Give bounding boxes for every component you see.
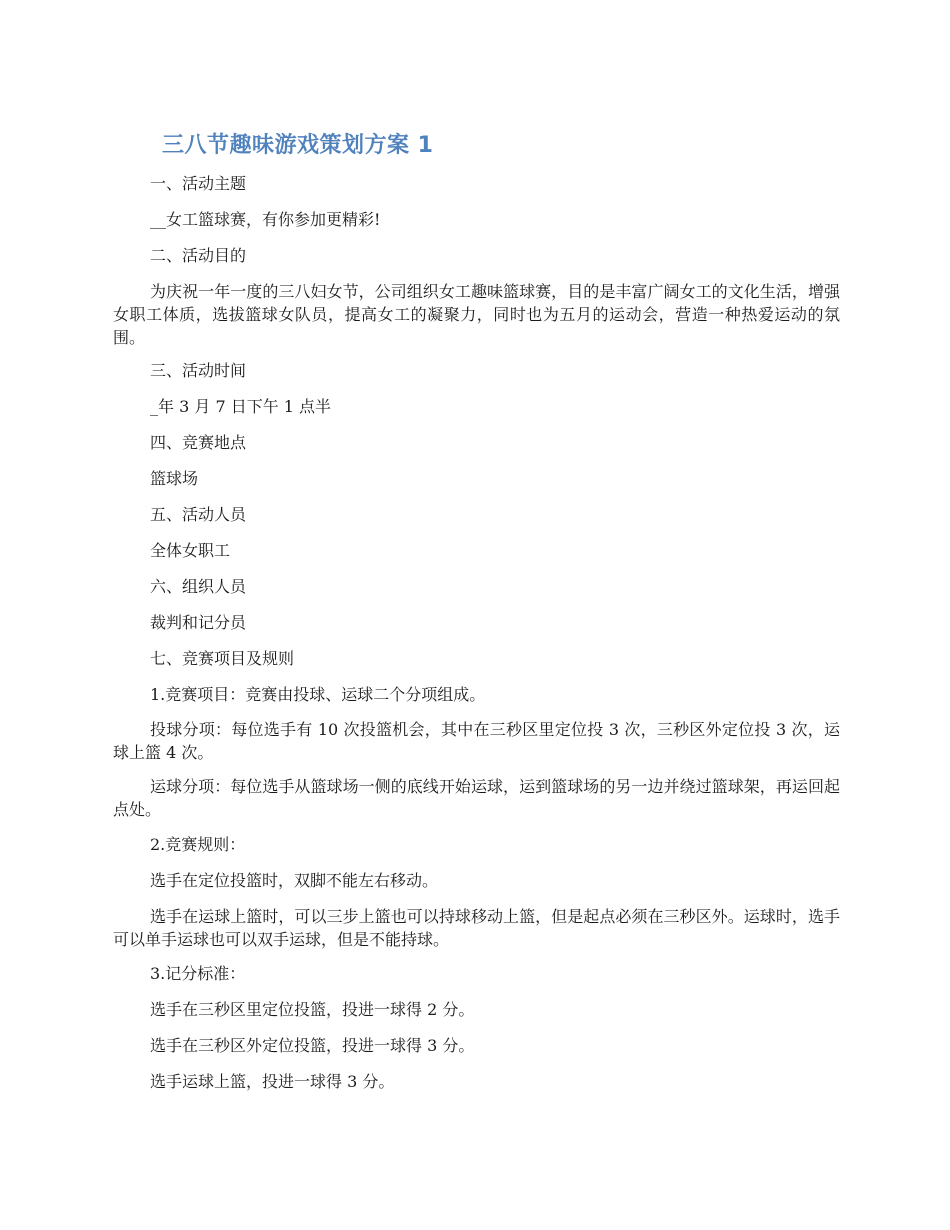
paragraph-venue: 篮球场 [150, 469, 199, 488]
paragraph-rules-heading: 2.竞赛规则： [150, 835, 246, 854]
section-heading-participants: 五、活动人员 [150, 505, 247, 524]
section-heading-rules: 七、竞赛项目及规则 [150, 649, 295, 668]
section-heading-time: 三、活动时间 [150, 361, 247, 380]
paragraph-scoring-heading: 3.记分标准： [150, 964, 246, 983]
paragraph-participants: 全体女职工 [150, 541, 231, 560]
paragraph-score-3: 选手运球上篮，投进一球得 3 分。 [150, 1072, 395, 1091]
paragraph-rule-1: 选手在定位投篮时，双脚不能左右移动。 [150, 871, 439, 890]
section-heading-purpose: 二、活动目的 [150, 246, 247, 265]
paragraph-organizers: 裁判和记分员 [150, 613, 247, 632]
paragraph-purpose: 为庆祝一年一度的三八妇女节，公司组织女工趣味篮球赛，目的是丰富广阔女工的文化生活，增强女职工体质，选拔篮球女队员，提高女工的凝聚力，同时也为五月的运动会，营造一种热爱运动的氛围。 [113, 282, 840, 347]
paragraph-events: 1.竞赛项目：竞赛由投球、运球二个分项组成。 [150, 685, 486, 704]
paragraph-shooting: 投球分项：每位选手有 10 次投篮机会，其中在三秒区里定位投 3 次，三秒区外定位投 3 次，运球上篮 4 次。 [113, 720, 840, 762]
paragraph-score-2: 选手在三秒区外定位投篮，投进一球得 3 分。 [150, 1036, 475, 1055]
section-heading-theme: 一、活动主题 [150, 174, 247, 193]
section-heading-venue: 四、竞赛地点 [150, 433, 247, 452]
paragraph-dribbling: 运球分项：每位选手从篮球场一侧的底线开始运球，运到篮球场的另一边并绕过篮球架，再运回起点处。 [113, 777, 840, 819]
paragraph-time: _年 3 月 7 日下午 1 点半 [150, 397, 332, 416]
paragraph-rule-2: 选手在运球上篮时，可以三步上篮也可以持球移动上篮，但是起点必须在三秒区外。运球时，选手可以单手运球也可以双手运球，但是不能持球。 [113, 907, 840, 949]
section-heading-organizers: 六、组织人员 [150, 577, 247, 596]
paragraph-score-1: 选手在三秒区里定位投篮，投进一球得 2 分。 [150, 1000, 475, 1019]
paragraph-theme: __女工篮球赛，有你参加更精彩! [150, 210, 381, 229]
document-title: 三八节趣味游戏策划方案 1 [162, 133, 434, 158]
